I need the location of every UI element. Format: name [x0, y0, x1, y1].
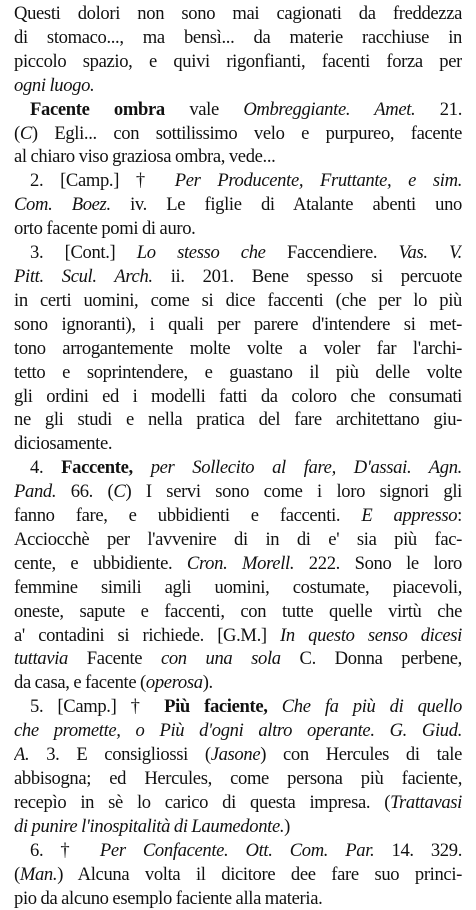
text-line — [14, 241, 462, 265]
text-run: vale — [164, 98, 244, 120]
text-run: al chiaro viso graziosa ombra, vede... — [14, 146, 276, 168]
text-run — [133, 457, 151, 478]
text-run: ) con Hercules di tale — [260, 744, 462, 766]
text-run: E appresso — [361, 505, 458, 527]
text-run: sono ignoranti), i quali per parere d'intendere si met- — [14, 313, 462, 335]
text-line — [14, 98, 462, 122]
text-line — [14, 145, 462, 169]
text-run: Per Producente, Fruttante, e sim. — [174, 170, 462, 192]
text-line — [14, 122, 462, 146]
text-line — [14, 695, 462, 719]
text-run: Che fa più di quello — [281, 696, 462, 718]
text-run: C — [19, 122, 32, 144]
text-run: Man. — [19, 863, 58, 885]
text-run: : — [457, 505, 462, 527]
text-run: di stomaco..., ma bensì... da materie racchiuse in — [14, 26, 462, 48]
text-run: 21. — [415, 98, 462, 120]
text-line — [14, 361, 462, 385]
text-line — [14, 743, 462, 767]
text-line — [14, 552, 462, 576]
text-run: a' contadini si richiede. [G.M.] — [14, 624, 281, 646]
text-run: 66. ( — [56, 481, 114, 503]
text-run: ( — [14, 122, 20, 144]
text-line — [14, 74, 462, 98]
text-run: tetto e soprintendere, e guastano il più delle volte — [14, 361, 462, 383]
text-run: 222. Sono le loro — [294, 552, 462, 574]
text-line — [14, 839, 462, 863]
text-run: oneste, sapute e faccenti, con tutte quelle virtù che — [14, 600, 462, 622]
text-line — [14, 50, 462, 74]
text-run: C. Donna perbene, — [280, 648, 462, 670]
text-run: Lo stesso che — [136, 242, 266, 264]
text-run: recepìo in sè lo carico di questa impresa. ( — [14, 791, 391, 813]
text-run: ogni luogo. — [14, 74, 95, 96]
text-run: di punire l'inospitalità di Laumedonte. — [14, 815, 285, 837]
text-line — [14, 719, 462, 743]
text-line — [14, 432, 462, 456]
text-run: ne gli studi e nella pratica del fare architettano giu- — [14, 409, 462, 431]
text-run: fanno fare, e ubbidienti e faccenti. — [14, 505, 362, 527]
text-run: Questi dolori non sono mai cagionati da freddezza — [14, 3, 462, 24]
text-line — [14, 815, 462, 839]
text-line — [14, 193, 462, 217]
text-line — [14, 289, 462, 313]
text-run: Pitt. Scul. Arch. — [14, 265, 153, 287]
text-run: con una sola — [160, 648, 281, 670]
text-line — [14, 313, 462, 337]
text-run: Pand. — [14, 481, 57, 503]
text-run: cente, e ubbidiente. — [14, 552, 187, 574]
text-run: abbisogna; ed Hercules, come persona più faciente, — [14, 768, 462, 789]
text-run: ( — [14, 863, 20, 885]
text-run: operosa — [145, 672, 203, 694]
text-line — [14, 480, 462, 504]
text-run: In questo senso dicesi — [280, 624, 462, 646]
text-run: Più faciente, — [164, 696, 268, 718]
text-line — [14, 456, 462, 480]
text-line — [14, 337, 462, 361]
text-run: Com. Boez. — [14, 194, 111, 216]
text-line — [14, 408, 462, 432]
text-run: 2. [Camp.] † — [30, 170, 175, 192]
text-line — [14, 647, 462, 671]
text-run: gli ordini ed i modelli fatti da coloro che consumati — [14, 385, 462, 407]
text-run: iv. Le figlie di Atalante abenti uno — [110, 194, 462, 216]
text-run: orto facente pomi di auro. — [14, 218, 196, 240]
text-line — [14, 576, 462, 600]
text-line — [14, 791, 462, 815]
text-run — [268, 696, 282, 717]
text-run: Faccente, — [61, 457, 133, 479]
text-line — [14, 265, 462, 289]
text-line — [14, 887, 462, 910]
text-run: Vas. V. — [398, 242, 462, 264]
text-run: ) I servi sono come i loro signori gli — [125, 481, 462, 503]
text-line — [14, 169, 462, 193]
text-line — [14, 385, 462, 409]
text-line — [14, 528, 462, 552]
text-run: ) — [284, 815, 291, 837]
entry-text — [14, 2, 462, 910]
text-run: che promette, o Più d'ogni altro operante. G. Giud. — [14, 720, 462, 742]
text-run: A. — [14, 744, 30, 766]
text-run: 3. [Cont.] — [30, 242, 137, 264]
text-run: Per Confacente. Ott. Com. Par. — [99, 839, 375, 861]
text-run: Cron. Morell. — [186, 552, 295, 574]
text-run: diciosamente. — [14, 433, 113, 455]
text-run: Acciocchè per l'avvenire di in di e' sia più fac- — [14, 528, 462, 550]
text-line — [14, 624, 462, 648]
text-run: tono arrogantemente molte volte a voler far l'archi- — [14, 337, 462, 359]
text-run: Trattavasi — [390, 791, 462, 813]
text-run: per Sollecito al fare, D'assai. Agn. — [150, 457, 462, 479]
text-run: tuttavia — [14, 648, 69, 670]
text-line — [14, 2, 462, 26]
text-line — [14, 767, 462, 791]
text-run: 14. 329. — [374, 839, 462, 861]
text-line — [14, 504, 462, 528]
text-line — [14, 26, 462, 50]
text-run: C — [113, 481, 126, 503]
text-run: piccolo spazio, e quivi rigonfianti, facenti forza per — [14, 50, 462, 72]
text-run: 5. [Camp.] † — [30, 696, 165, 718]
text-run: 6. † — [30, 839, 100, 861]
text-run: Jasone — [210, 744, 261, 766]
text-run: Faccendiere. — [265, 242, 399, 264]
text-run: ii. 201. Bene spesso si percuote — [152, 265, 462, 287]
text-run: Ombreggiante. Amet. — [243, 98, 416, 120]
text-run: 3. E consiglioss​i ( — [29, 744, 211, 766]
text-run: ) Egli... con sottilissimo velo e purpureo, facente — [31, 122, 462, 144]
text-run: da casa, e facente ( — [14, 672, 146, 694]
text-run: Facente — [68, 648, 161, 670]
text-line — [14, 671, 462, 695]
text-run: in certi uomini, come si dice faccenti (che per lo più — [14, 289, 462, 311]
text-run: Facente ombra — [30, 98, 165, 120]
text-run: pio da alcuno esemplo faciente alla materia. — [14, 887, 323, 909]
text-line — [14, 217, 462, 241]
text-run: femmine simili agli uomini, costumate, piacevoli, — [14, 576, 462, 598]
text-run: ). — [202, 672, 213, 694]
text-run: 4. — [30, 457, 62, 479]
text-line — [14, 863, 462, 887]
text-line — [14, 600, 462, 624]
text-run: ) Alcuna volta il dicitore dee fare suo princi- — [57, 863, 462, 885]
